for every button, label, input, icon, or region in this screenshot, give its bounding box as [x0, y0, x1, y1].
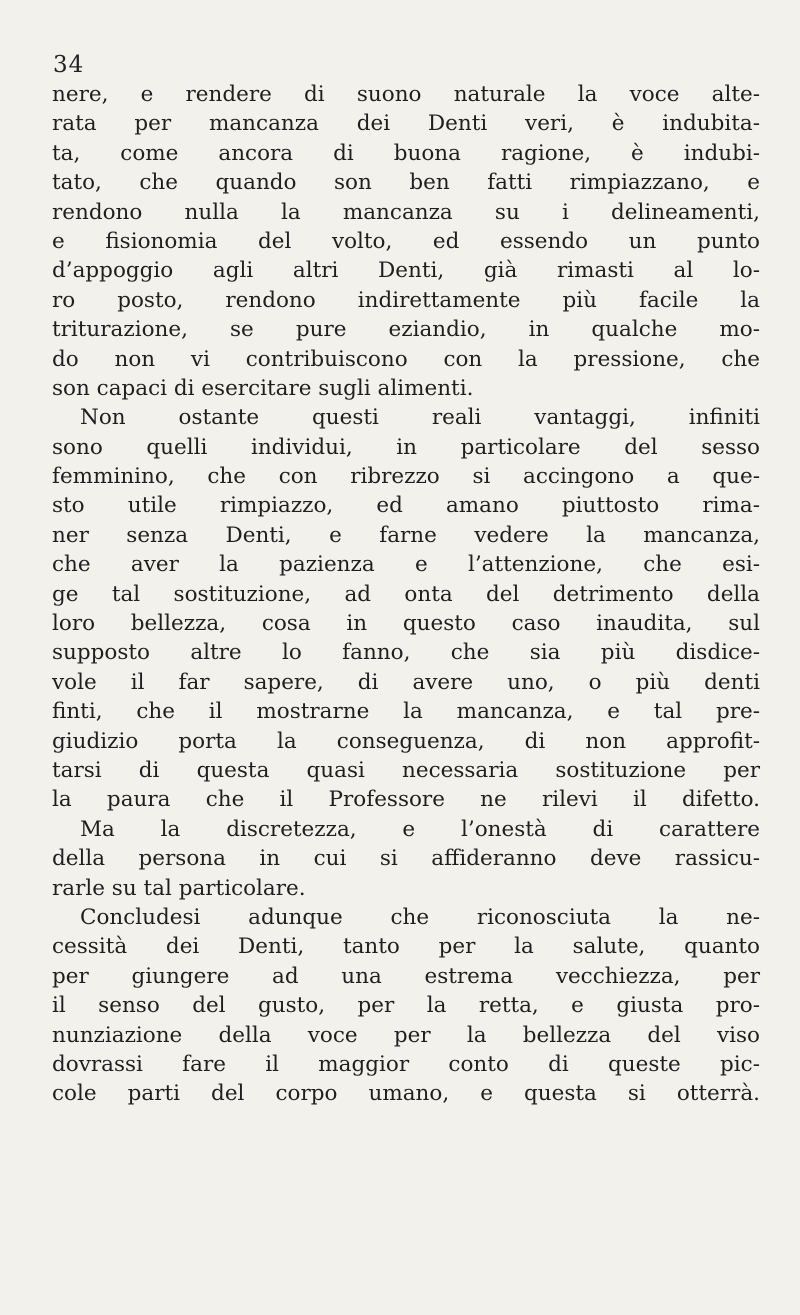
text-line: loro bellezza, cosa in questo caso inaudita, sul	[52, 611, 760, 637]
text-line: della persona in cui si affideranno deve rassicu-	[52, 846, 760, 872]
text-line: cessità dei Denti, tanto per la salute, quanto	[52, 934, 760, 960]
text-line: dovrassi fare il maggior conto di queste pic-	[52, 1051, 760, 1077]
text-line: rarle su tal particolare.	[52, 875, 306, 901]
text-line: il senso del gusto, per la retta, e giusta pro-	[52, 993, 760, 1019]
text-line: son capaci di esercitare sugli alimenti.	[52, 375, 474, 401]
text-line: triturazione, se pure eziandio, in qualche mo-	[52, 317, 760, 343]
text-line: tato, che quando son ben fatti rimpiazzano, e	[52, 170, 760, 196]
text-line: per giungere ad una estrema vecchiezza, per	[52, 963, 760, 989]
text-line: Non ostante questi reali vantaggi, infiniti	[80, 405, 760, 431]
body-text	[52, 80, 760, 1109]
text-line: ro posto, rendono indirettamente più facile la	[52, 287, 760, 313]
text-line: Concludesi adunque che riconosciuta la ne-	[80, 904, 760, 930]
text-line: che aver la pazienza e l’attenzione, che esi-	[52, 552, 760, 578]
text-line: e fisionomia del volto, ed essendo un punto	[52, 228, 760, 254]
text-line: femminino, che con ribrezzo si accingono a que-	[52, 464, 760, 490]
text-line: ner senza Denti, e farne vedere la mancanza,	[52, 522, 760, 548]
text-line: ta, come ancora di buona ragione, è indubi-	[52, 140, 760, 166]
text-line: giudizio porta la conseguenza, di non approfit-	[52, 728, 760, 754]
text-line: finti, che il mostrarne la mancanza, e tal pre-	[52, 699, 760, 725]
text-line: rata per mancanza dei Denti veri, è indubita-	[52, 111, 760, 137]
text-line: sto utile rimpiazzo, ed amano piuttosto rima-	[52, 493, 760, 519]
text-line: la paura che il Professore ne rilevi il difetto.	[52, 787, 760, 813]
text-line: d’appoggio agli altri Denti, già rimasti al lo-	[52, 258, 760, 284]
text-line: do non vi contribuiscono con la pressione, che	[52, 346, 760, 372]
text-line: supposto altre lo fanno, che sia più disdice-	[52, 640, 760, 666]
text-line: rendono nulla la mancanza su i delineamenti,	[52, 199, 760, 225]
text-line: Ma la discretezza, e l’onestà di carattere	[80, 816, 760, 842]
text-line: ge tal sostituzione, ad onta del detrimento della	[52, 581, 760, 607]
page-number: 34	[53, 52, 85, 78]
text-line: nunziazione della voce per la bellezza del viso	[52, 1022, 760, 1048]
text-line: vole il far sapere, di avere uno, o più denti	[52, 669, 760, 695]
text-line: tarsi di questa quasi necessaria sostituzione per	[52, 757, 760, 783]
text-line: cole parti del corpo umano, e questa si otterrà.	[52, 1081, 760, 1107]
text-line: nere, e rendere di suono naturale la voce alte-	[52, 82, 760, 107]
text-line: sono quelli individui, in particolare del sesso	[52, 434, 760, 460]
